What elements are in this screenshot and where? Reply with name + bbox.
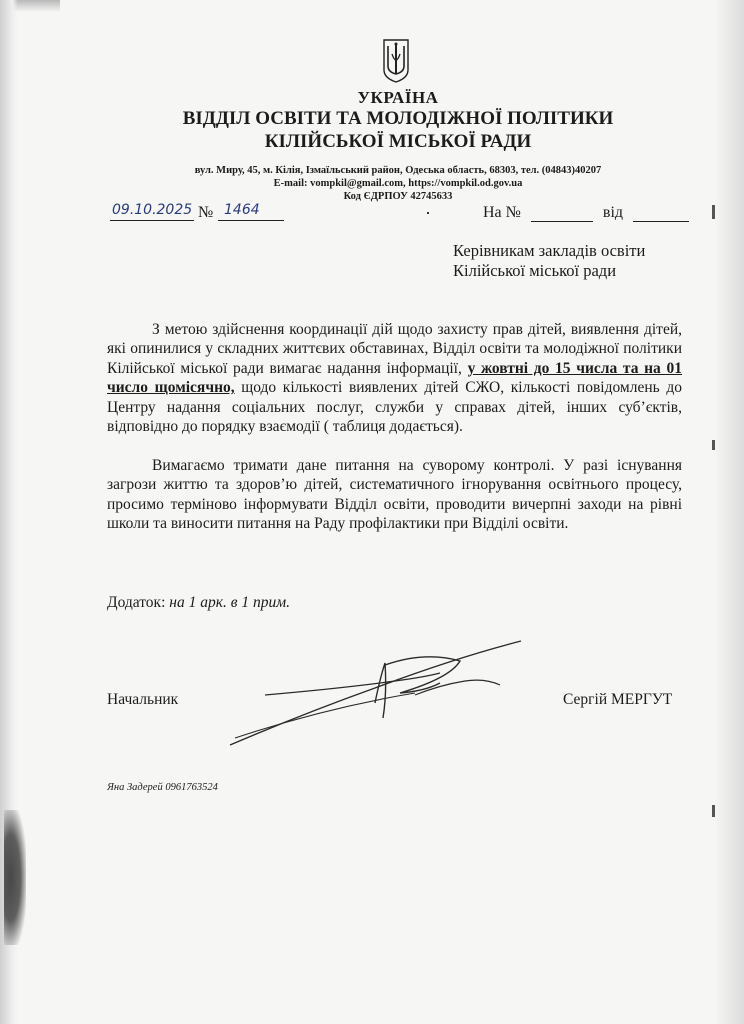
executor-contact: Яна Задерей 0961763524 (107, 782, 218, 793)
incoming-number-label: На № (483, 204, 521, 221)
outgoing-date: 09.10.2025 (112, 202, 193, 218)
appendix-value: на 1 арк. в 1 прим. (169, 594, 290, 611)
recipient-line2: Кілійської міської ради (453, 261, 617, 280)
paragraph-1-text-end: щодо кількості виявлених дітей СЖО, кількості повідомлень до Центру надання соціальних послуг, служби у справах дітей, інших суб’єктів, відповідно до порядку взаємодії ( таблиця додається). (107, 379, 682, 436)
handwritten-signature (225, 633, 525, 748)
signatory-name: Сергій МЕРГУТ (563, 691, 673, 708)
scan-dot (427, 212, 429, 214)
signatory-title: Начальник (107, 691, 179, 708)
country-heading: УКРАЇНА (357, 88, 439, 107)
paragraph-1-text: З метою здійснення координації дій щодо захисту прав дітей, виявлення дітей, які опинилися у складних життєвих обставинах, Відділ освіти та молодіжної політики Кілійської міської ради вимагає надання інформації, (107, 321, 682, 377)
organization-title-line1: ВІДДІЛ ОСВІТИ ТА МОЛОДІЖНОЇ ПОЛІТИКИ (182, 108, 614, 129)
incoming-date-blank (633, 206, 689, 222)
contact-address: вул. Миру, 45, м. Кілія, Ізмаїльський район, Одеська область, 68303, тел. (04843)40207 (194, 165, 602, 176)
appendix-line (107, 594, 290, 612)
scan-tick (712, 440, 715, 450)
scan-smudge (4, 810, 26, 945)
outgoing-number: 1464 (224, 202, 260, 218)
recipient-line1: Керівникам закладів освіти (453, 241, 646, 260)
paragraph-1-emphasis: у жовтні до 15 числа та на 01 число щомісячно, (107, 359, 682, 397)
appendix-label: Додаток: (107, 594, 166, 611)
body-paragraph-2 (107, 456, 682, 534)
scan-tick (712, 205, 715, 219)
incoming-number-blank (531, 206, 593, 222)
date-underline (110, 220, 194, 221)
body-paragraph-1 (107, 320, 682, 436)
trident-emblem-icon (381, 36, 411, 84)
organization-title-line2: КІЛІЙСЬКОЇ МІСЬКОЇ РАДИ (264, 131, 532, 152)
contact-email-web: E-mail: vompkil@gmail.com, https://vompkil.od.gov.ua (273, 178, 523, 189)
number-underline (218, 220, 284, 221)
recipient-block (453, 241, 645, 281)
contact-edrpou: Код ЄДРПОУ 42745633 (343, 191, 453, 202)
scan-artifact-right (714, 0, 744, 1024)
scan-tick (712, 805, 715, 817)
number-sign: № (198, 204, 214, 221)
paragraph-2-text: Вимагаємо тримати дане питання на суворому контролі. У разі існування загрози життю та здоров’ю дітей, систематичного ігнорування освітнього процесу, просимо терміново інформувати Відділ освіти, проводити вичерпні заходи на рівні школи та виносити питання на Раду профілактики при Відділі освіти. (107, 457, 682, 533)
incoming-date-label: від (602, 204, 624, 221)
incoming-reference (483, 204, 689, 222)
